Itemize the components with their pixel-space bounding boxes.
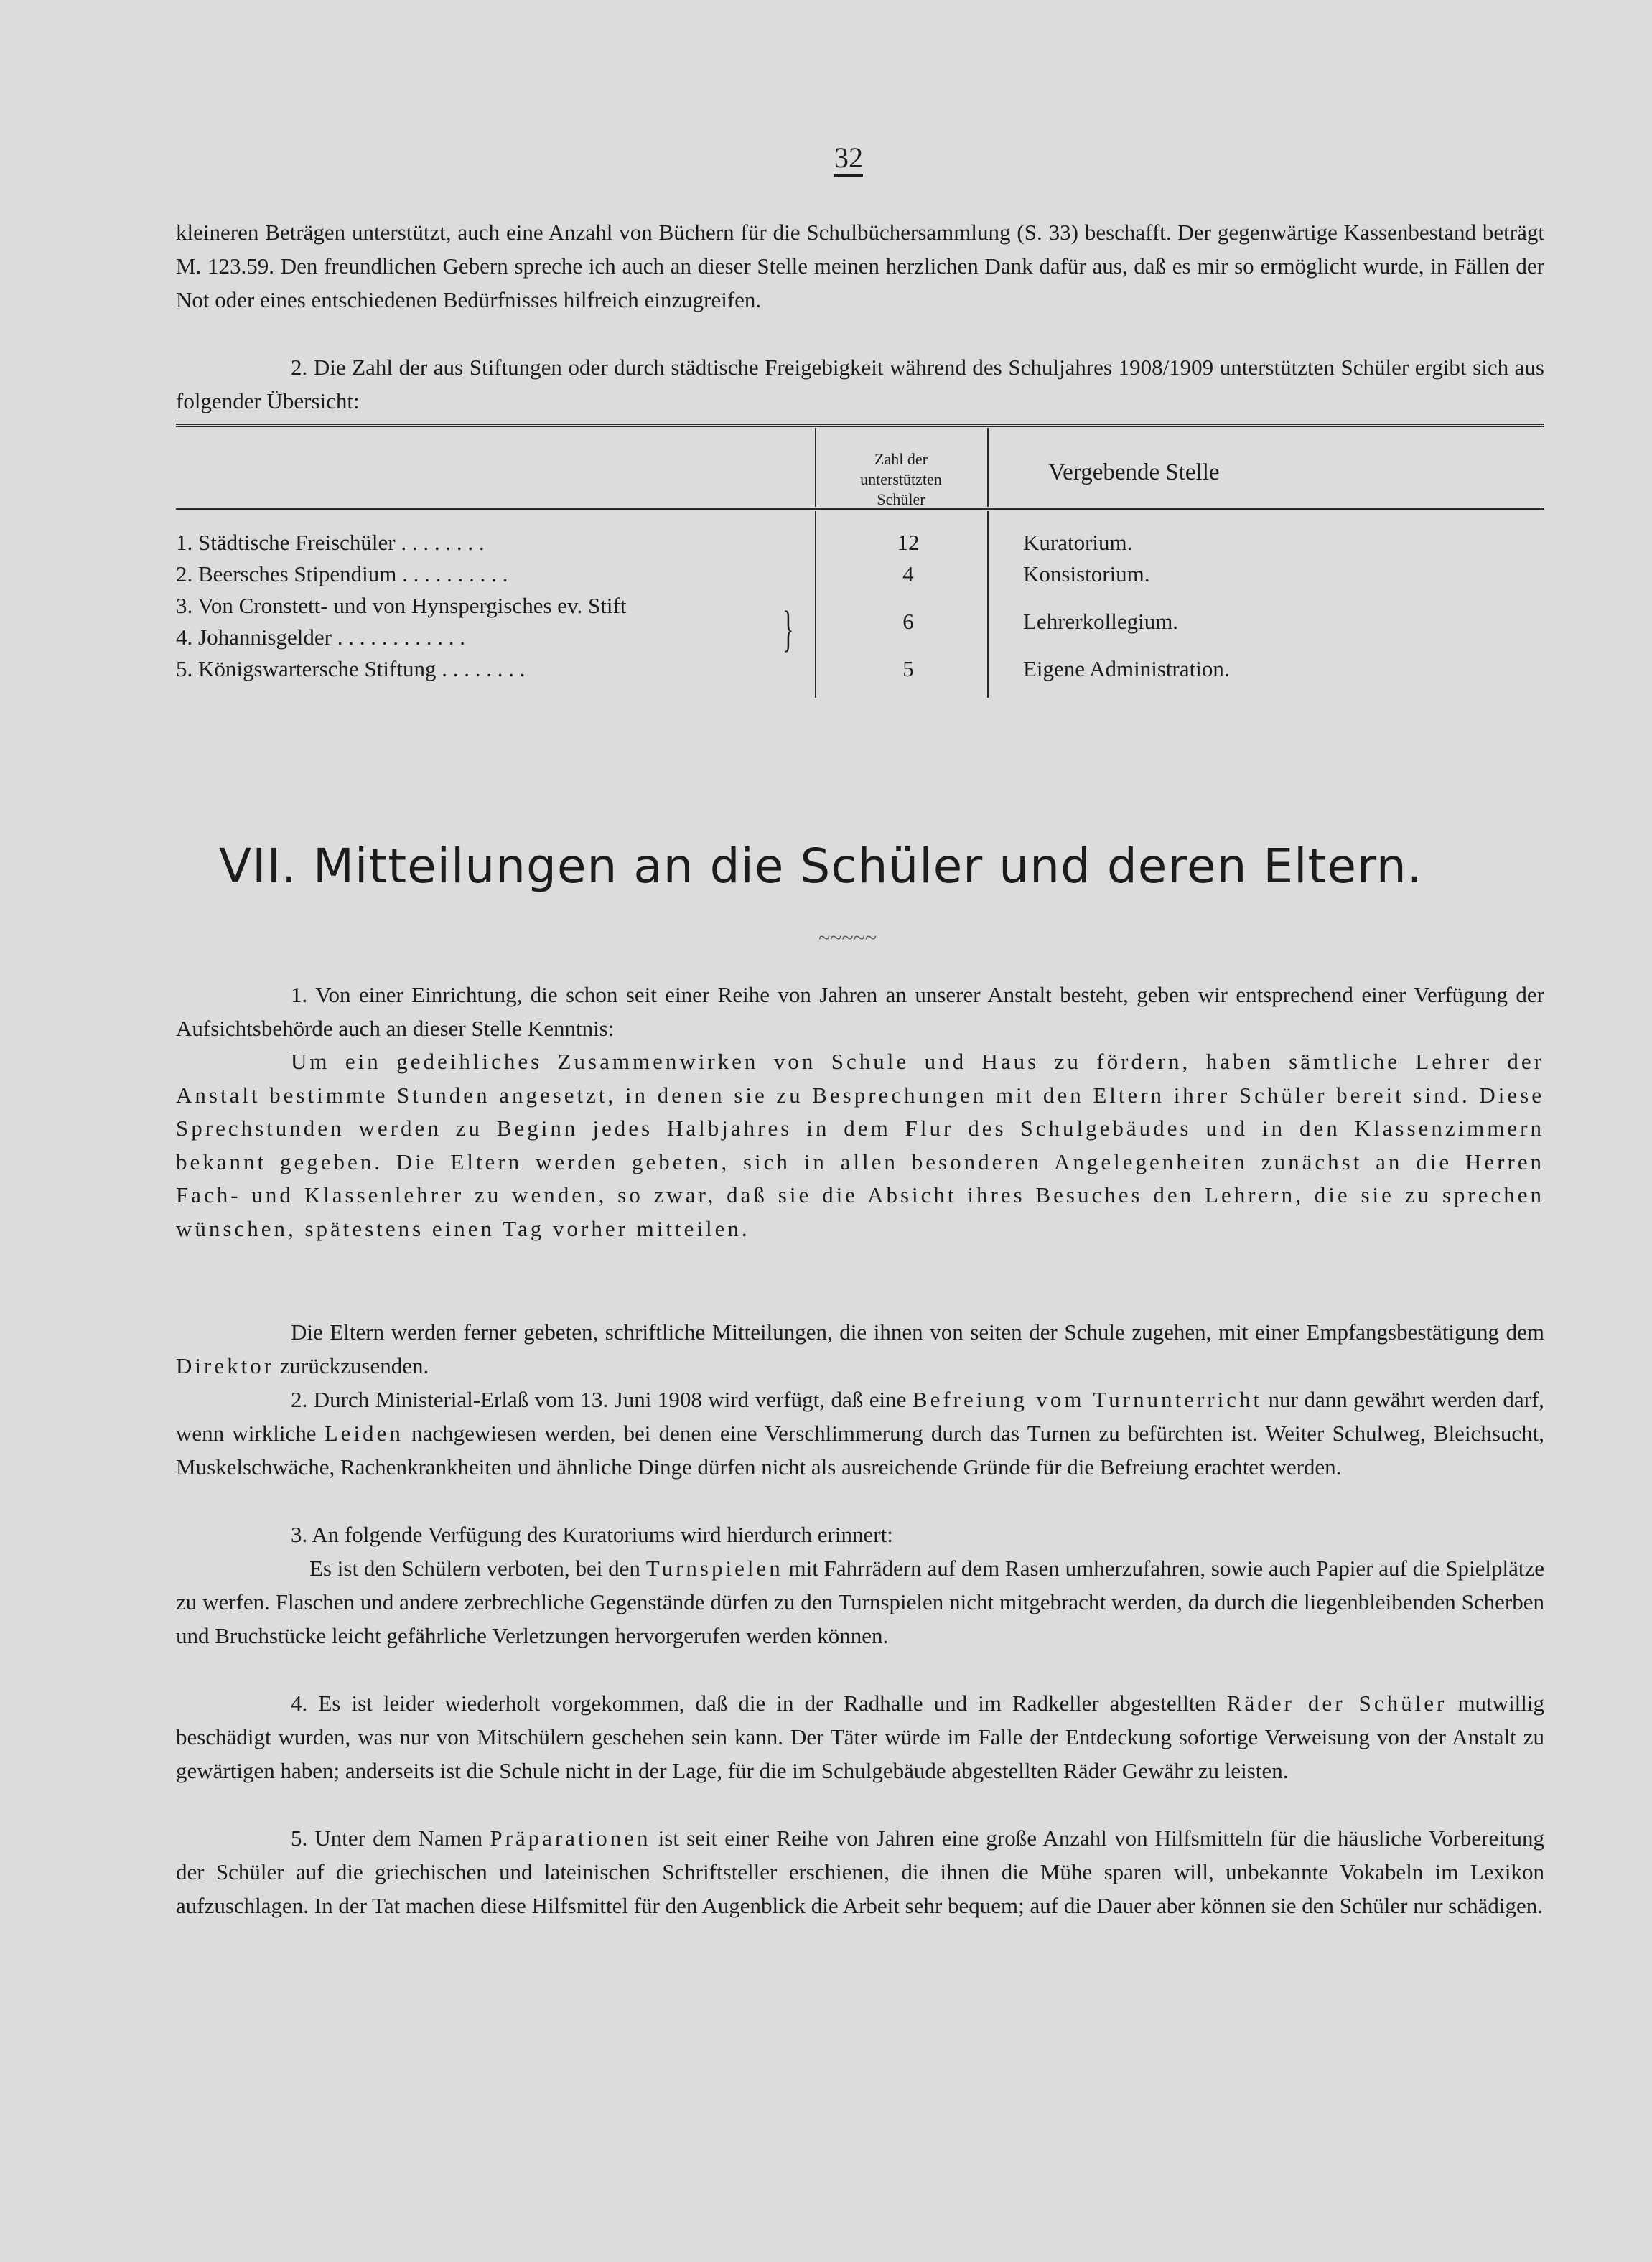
emphasis-direktor: Direktor: [176, 1353, 275, 1378]
text-run: mutwillig beschädigt wurden, was nur von Mitschülern geschehen sein kann. Der Täter würde im Falle der Entdeckung sofortige Verweisung von der Anstalt zu gewärtigen haben; anderseits ist die Schule nicht in der Lage, für die im Schulgebäude abgestellten Räder Gewähr zu leisten.: [176, 1691, 1545, 1783]
body-quote-3: [176, 1551, 1544, 1653]
row-count: 6: [902, 609, 914, 634]
text-run: 2. Durch Ministerial-Erlaß vom 13. Juni 1908 wird verfügt, daß eine: [291, 1387, 907, 1412]
emphasis-raeder: Räder der Schüler: [1226, 1691, 1447, 1716]
body-paragraph-4: [176, 1686, 1544, 1787]
table-header-office: Vergebende Stelle: [1048, 459, 1220, 485]
intro-paragraph: kleineren Beträgen unterstützt, auch eine Anzahl von Büchern für die Schulbüchersammlung (S. 33) beschafft. Der gegenwärtige Kassenbestand beträgt M. 123.59. Den freundlichen Gebern spreche ich auch an dieser Stelle meinen herzlichen Dank dafür aus, daß es mir so ermöglicht wurde, in Fällen der Not oder eines entschiedenen Bedürfnisses hilfreich einzugreifen.: [176, 220, 1544, 312]
table-header-count-line: unterstützten: [860, 470, 942, 488]
text-run: Es ist den Schülern verboten, bei den: [309, 1556, 640, 1581]
row-label: 3. Von Cronstett- und von Hynspergisches ev. Stift: [176, 593, 627, 618]
table-header-count-line: Zahl der: [874, 450, 928, 468]
emphasis-leiden: Leiden: [324, 1421, 403, 1446]
body-quote-1: Um ein gedeihliches Zusammenwirken von Schule und Haus zu fördern, haben sämtliche Lehrer der Anstalt bestimmte Stunden angesetzt, in denen sie zu Besprechungen mit den Eltern ihrer Schüler bereit sind. Diese Sprechstunden werden zu Beginn jedes Halbjahres in dem Flur des Schulgebäudes und in den Klassenzimmern bekannt gegeben. Die Eltern werden gebeten, sich in allen besonderen Angelegenheiten zunächst an die Herren Fach- und Klassenlehrer zu wenden, so zwar, daß sie die Absicht ihres Besuches den Lehrern, die sie zu sprechen wünschen, spätestens einen Tag vorher mitteilen.: [176, 1049, 1544, 1241]
text-run: Die Eltern werden ferner gebeten, schriftliche Mitteilungen, die ihnen von seiten der Schule zugehen, mit einer Empfangsbestätigung dem: [291, 1319, 1544, 1345]
row-office: Kuratorium.: [1023, 530, 1133, 555]
body-paragraph-1: 1. Von einer Einrichtung, die schon seit einer Reihe von Jahren an unserer Anstalt besteht, geben wir entsprechend einer Verfügung der Aufsichtsbehörde auch an dieser Stelle Kenntnis:: [176, 982, 1544, 1041]
table-row: [176, 625, 1544, 656]
row-office: Lehrerkollegium.: [1023, 609, 1179, 634]
intro-paragraph-2: 2. Die Zahl der aus Stiftungen oder durch städtische Freigebigkeit während des Schuljahres 1908/1909 unterstützten Schüler ergibt sich aus folgender Übersicht:: [176, 355, 1544, 413]
row-label: 1. Städtische Freischüler . . . . . . . .: [176, 530, 485, 555]
text-run: 5. Unter dem Namen: [291, 1826, 483, 1851]
table-top-rule: [176, 424, 1544, 427]
row-office: Konsistorium.: [1023, 561, 1150, 586]
row-label: 2. Beersches Stipendium . . . . . . . . . .: [176, 561, 508, 586]
emphasis-praeparationen: Präparationen: [490, 1826, 651, 1851]
table-header-rule: [176, 508, 1544, 510]
row-count: 5: [902, 656, 914, 681]
row-count: 4: [902, 561, 914, 586]
text-run: nachgewiesen werden, bei denen eine Verschlimmerung durch das Turnen zu befürchten ist. Weiter Schulweg, Bleichsucht, Muskelschwäche, Rachenkrankheiten und ähnliche Dinge dürfen nicht als ausreichende Gründe für die Befreiung erachtet werden.: [176, 1421, 1545, 1480]
table-header-divider-right: [987, 428, 989, 507]
body-paragraph-1b: [176, 1315, 1544, 1383]
section-heading: VII. Mitteilungen an die Schüler und deren Eltern.: [219, 838, 1423, 894]
row-count: 12: [897, 530, 920, 555]
heading-ornament: ~~~~~: [818, 926, 877, 950]
body-paragraph-2: [176, 1383, 1544, 1484]
text-run: zurückzusenden.: [279, 1353, 429, 1378]
table-header-count: [815, 449, 987, 510]
text-run: nur dann gewährt werden darf, wenn wirkliche: [176, 1387, 1545, 1446]
row-label: 5. Königswartersche Stiftung . . . . . . . .: [176, 656, 526, 681]
body-paragraph-5: [176, 1821, 1544, 1922]
table-row: [176, 561, 1544, 593]
table-row: [176, 656, 1544, 688]
body-paragraph-3: 3. An folgende Verfügung des Kuratoriums wird hierdurch erinnert:: [291, 1522, 893, 1547]
brace-symbol: }: [783, 602, 794, 657]
table-row: [176, 530, 1544, 561]
row-label: 4. Johannisgelder . . . . . . . . . . . .: [176, 625, 465, 650]
row-office: Eigene Administration.: [1023, 656, 1230, 681]
text-run: ist seit einer Reihe von Jahren eine große Anzahl von Hilfsmitteln für die häusliche Vorbereitung der Schüler auf die griechischen und lateinischen Schriftsteller erschienen, die ihnen die Mühe sparen will, unbekannte Vokabeln im Lexikon aufzuschlagen. In der Tat machen diese Hilfsmittel für den Augenblick die Arbeit sehr bequem; auf die Dauer aber können sie den Schüler nur schädigen.: [176, 1826, 1544, 1918]
page-number: 32: [834, 141, 863, 174]
table-header-count-line: Schüler: [877, 490, 925, 508]
text-run: mit Fahrrädern auf dem Rasen umherzufahren, sowie auch Papier auf die Spielplätze zu werfen. Flaschen und andere zerbrechliche Gegenstände dürfen zu den Turnspielen nicht mitgebracht werden, da durch die liegenbleibenden Scherben und Bruchstücke leicht gefährliche Verletzungen hervorgerufen werden können.: [176, 1556, 1544, 1648]
support-table: [176, 424, 1544, 704]
text-run: 4. Es ist leider wiederholt vorgekommen, daß die in der Radhalle und im Radkeller abgestellten: [291, 1691, 1216, 1716]
emphasis-turnbefreiung: Befreiung vom Turnunterricht: [912, 1387, 1263, 1412]
emphasis-turnspiele: Turnspielen: [645, 1556, 783, 1581]
